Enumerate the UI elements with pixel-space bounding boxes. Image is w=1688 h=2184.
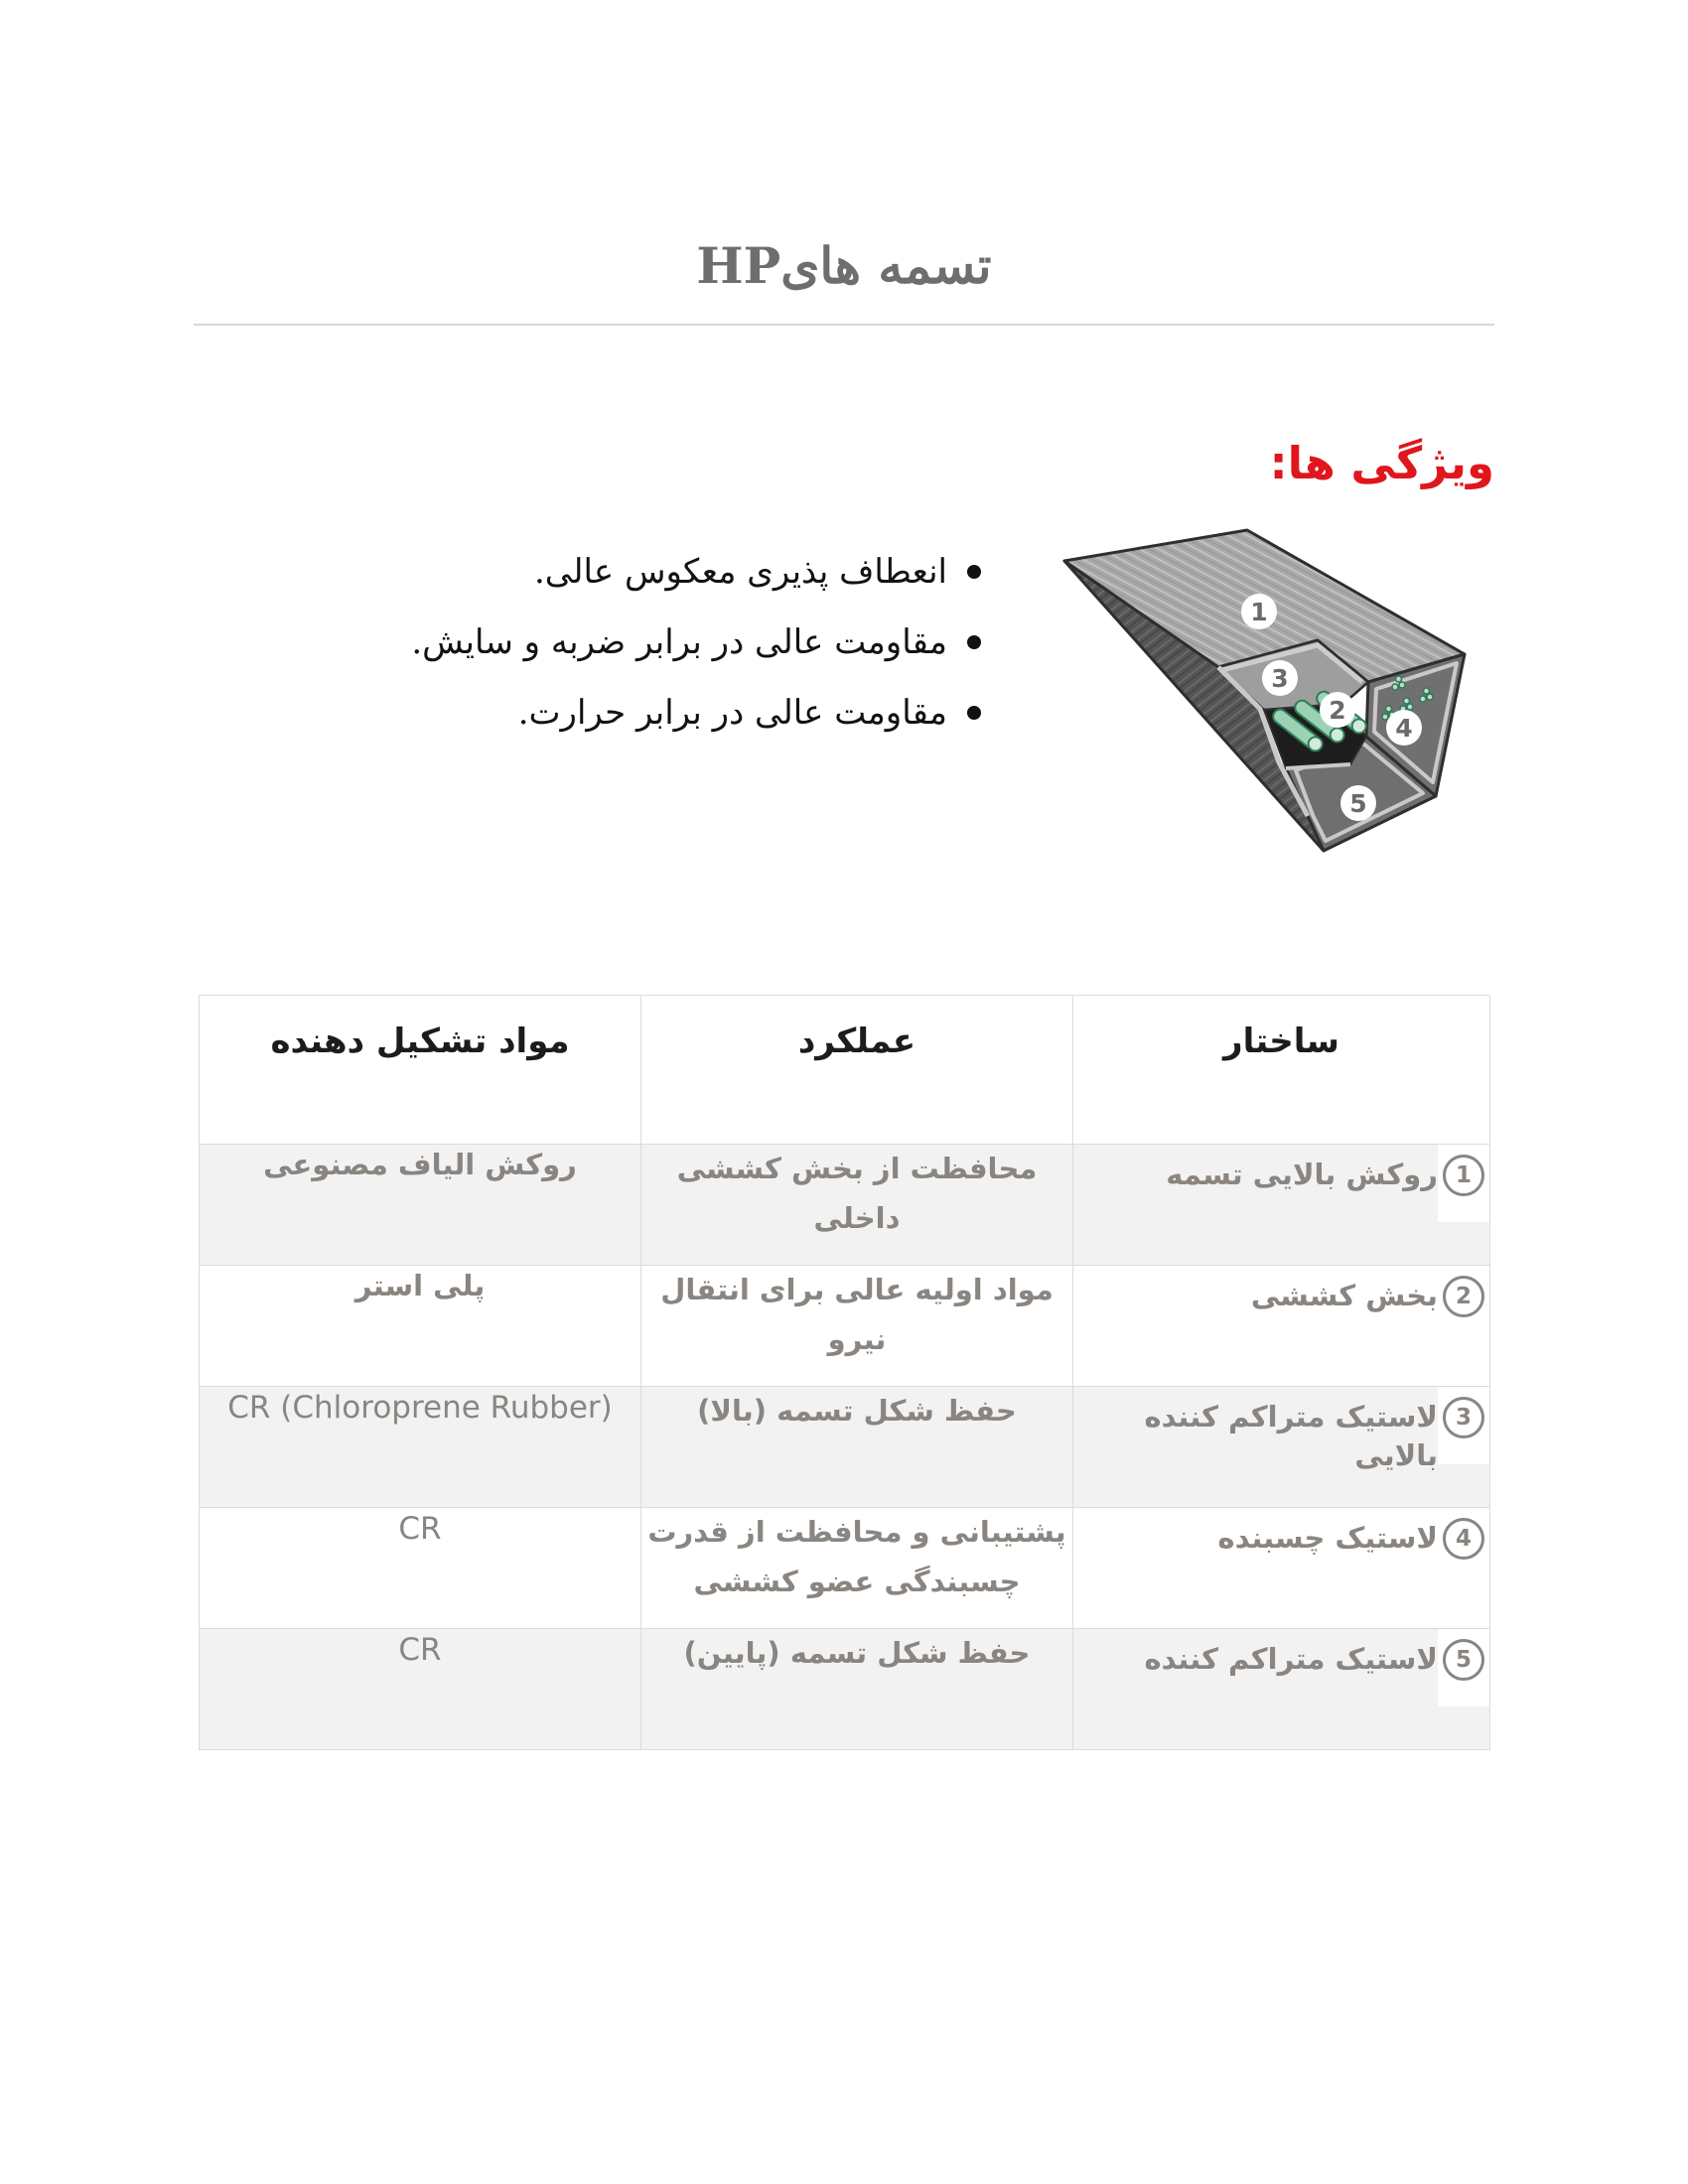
- table-header-row: [200, 996, 1490, 1145]
- label-1: [1241, 594, 1277, 629]
- structure-cell: [1073, 1508, 1489, 1585]
- structure-label: لاستیک متراکم کننده: [1144, 1642, 1438, 1676]
- circled-number: 5: [1443, 1639, 1484, 1681]
- function-cell: مواد اولیه عالی برای انتقال نیرو: [641, 1266, 1073, 1387]
- table-row: [200, 1629, 1490, 1750]
- material-cell: CR: [200, 1629, 641, 1750]
- num-box: [1438, 1266, 1489, 1343]
- function-cell: محافظت از بخش کششی داخلی: [641, 1145, 1073, 1266]
- svg-text:3: 3: [1271, 664, 1289, 693]
- function-cell: حفظ شکل تسمه (پایین): [641, 1629, 1073, 1750]
- list-item: [411, 548, 981, 596]
- list-item: [411, 618, 981, 666]
- circled-number: 4: [1443, 1518, 1484, 1560]
- feature-text: مقاومت عالی در برابر حرارت.: [517, 693, 947, 733]
- v-belt-cutaway-illustration: [1048, 518, 1484, 861]
- structure-cell: [1073, 1387, 1489, 1475]
- svg-text:5: 5: [1349, 789, 1367, 818]
- num-box: [1438, 1629, 1489, 1706]
- structure-cell: [1073, 1629, 1489, 1706]
- table-row: [200, 1387, 1490, 1508]
- header-structure: ساختار: [1073, 996, 1490, 1145]
- num-box: [1438, 1145, 1489, 1222]
- structure-label: لاستیک متراکم کننده بالایی: [1144, 1400, 1438, 1473]
- bullet-icon: [967, 565, 981, 579]
- list-item: [411, 689, 981, 737]
- num-box: [1438, 1508, 1489, 1585]
- label-2: [1320, 692, 1355, 728]
- circled-number: 1: [1443, 1155, 1484, 1196]
- circled-number: 2: [1443, 1276, 1484, 1317]
- svg-text:4: 4: [1395, 714, 1413, 743]
- function-cell: حفظ شکل تسمه (بالا): [641, 1387, 1073, 1508]
- title-divider: [194, 324, 1494, 326]
- svg-text:1: 1: [1250, 598, 1268, 626]
- num-box: [1438, 1387, 1489, 1464]
- features-list: [411, 548, 981, 759]
- structure-label: لاستیک چسبنده: [1217, 1521, 1438, 1555]
- features-heading: ویژگی ها:: [1269, 437, 1494, 489]
- header-materials: مواد تشکیل دهنده: [200, 996, 641, 1145]
- bullet-icon: [967, 635, 981, 649]
- structure-cell: [1073, 1266, 1489, 1343]
- function-cell: پشتیبانی و محافظت از قدرت چسبندگی عضو کششی: [641, 1508, 1073, 1629]
- structure-label: روکش بالایی تسمه: [1166, 1158, 1438, 1191]
- header-function: عملکرد: [641, 996, 1073, 1145]
- label-4: [1386, 710, 1422, 746]
- material-cell: CR (Chloroprene Rubber): [200, 1387, 641, 1508]
- bullet-icon: [967, 706, 981, 720]
- svg-text:2: 2: [1329, 696, 1346, 725]
- material-cell: روکش الیاف مصنوعی: [200, 1145, 641, 1266]
- table-row: [200, 1145, 1490, 1266]
- structure-label: بخش کششی: [1250, 1279, 1438, 1312]
- feature-text: مقاومت عالی در برابر ضربه و سایش.: [411, 622, 947, 662]
- label-3: [1262, 660, 1298, 696]
- page-title: تسمه هایHP: [696, 236, 992, 295]
- table-row: [200, 1266, 1490, 1387]
- material-cell: CR: [200, 1508, 641, 1629]
- label-5: [1340, 785, 1376, 821]
- structure-cell: [1073, 1145, 1489, 1222]
- table-row: [200, 1508, 1490, 1629]
- material-cell: پلی استر: [200, 1266, 641, 1387]
- circled-number: 3: [1443, 1397, 1484, 1438]
- belt-structure-table: [199, 995, 1490, 1750]
- feature-text: انعطاف پذیری معکوس عالی.: [534, 552, 947, 592]
